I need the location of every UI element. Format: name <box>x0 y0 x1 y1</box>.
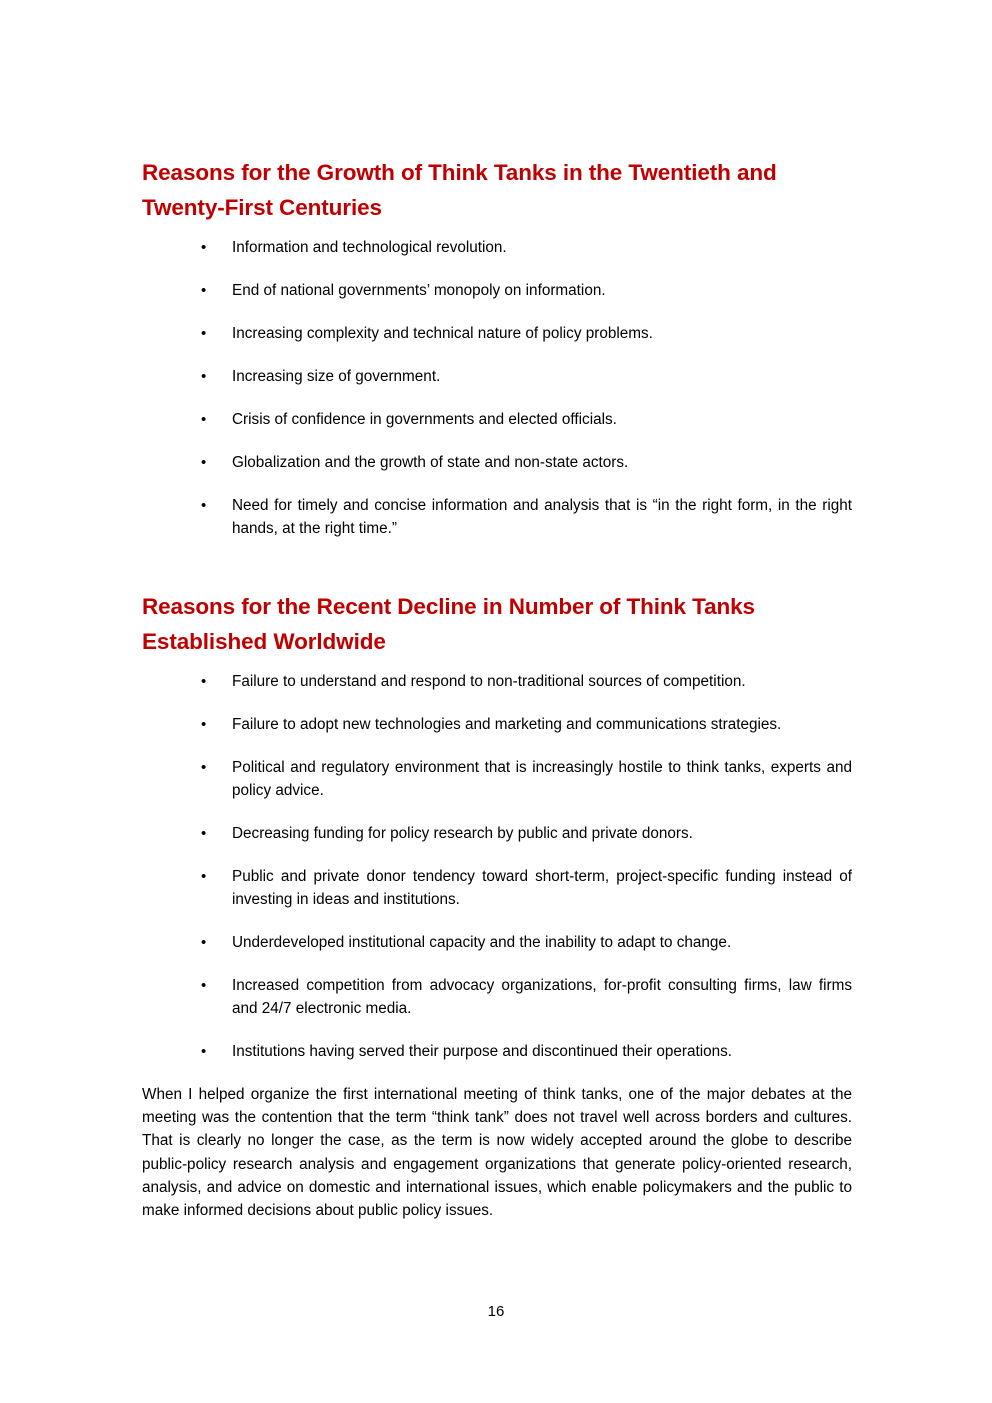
list-item-text: Failure to adopt new technologies and marketing and communications strategies. <box>232 716 782 733</box>
list-item <box>142 451 852 474</box>
list-item-text: Institutions having served their purpose and discontinued their operations. <box>232 1043 733 1060</box>
list-item-text: Need for timely and concise information and analysis that is “in the right form, in the right hands, at the right time.” <box>232 497 852 537</box>
bullet-icon: • <box>201 673 207 690</box>
bullet-icon: • <box>201 454 207 471</box>
list-item-text: Information and technological revolution. <box>232 239 507 256</box>
list-item-text: Decreasing funding for policy research by public and private donors. <box>232 825 693 842</box>
list-item <box>142 494 852 540</box>
list-item <box>142 713 852 736</box>
closing-paragraph: When I helped organize the first international meeting of think tanks, one of the major debates at the meeting was the contention that the term “think tank” does not travel well across borders and cultures. That is clearly no longer the case, as the term is now widely accepted around the globe to describe public-policy research analysis and engagement organizations that generate policy-oriented research, analysis, and advice on domestic and international issues, which enable policymakers and the public to make informed decisions about public policy issues. <box>142 1086 852 1220</box>
bullet-icon: • <box>201 282 207 299</box>
heading-growth: Reasons for the Growth of Think Tanks in the Twentieth and Twenty-First Centuries <box>142 160 777 220</box>
bullet-icon: • <box>201 325 207 342</box>
list-item <box>142 279 852 302</box>
list-growth-reasons <box>142 236 852 540</box>
bullet-icon: • <box>201 716 207 733</box>
bullet-icon: • <box>201 239 207 256</box>
list-item-text: Failure to understand and respond to non-traditional sources of competition. <box>232 673 746 690</box>
list-item <box>142 408 852 431</box>
list-item-text: End of national governments’ monopoly on information. <box>232 282 606 299</box>
list-item-text: Crisis of confidence in governments and elected officials. <box>232 411 617 428</box>
list-item <box>142 756 852 802</box>
bullet-icon: • <box>201 411 207 428</box>
list-item <box>142 365 852 388</box>
list-item-text: Underdeveloped institutional capacity and the inability to adapt to change. <box>232 934 732 951</box>
list-decline-reasons <box>142 670 852 1063</box>
bullet-icon: • <box>201 825 207 842</box>
page-number: 16 <box>487 1303 505 1320</box>
list-item-text: Increased competition from advocacy organizations, for-profit consulting firms, law firms and 24/7 electronic media. <box>232 977 852 1017</box>
list-item-text: Globalization and the growth of state and non-state actors. <box>232 454 629 471</box>
bullet-icon: • <box>201 934 207 951</box>
list-item <box>142 865 852 911</box>
bullet-icon: • <box>201 1043 207 1060</box>
document-page <box>142 155 852 1222</box>
list-item <box>142 1040 852 1063</box>
list-item-text: Political and regulatory environment that is increasingly hostile to think tanks, experts and policy advice. <box>232 759 852 799</box>
list-item-text: Public and private donor tendency toward short-term, project-specific funding instead of investing in ideas and institutions. <box>232 868 852 908</box>
list-item <box>142 931 852 954</box>
bullet-icon: • <box>201 497 207 514</box>
bullet-icon: • <box>201 759 207 776</box>
list-item <box>142 974 852 1020</box>
list-item-text: Increasing size of government. <box>232 368 441 385</box>
list-item-text: Increasing complexity and technical nature of policy problems. <box>232 325 653 342</box>
list-item <box>142 670 852 693</box>
list-item <box>142 236 852 259</box>
bullet-icon: • <box>201 977 207 994</box>
list-item <box>142 322 852 345</box>
heading-decline: Reasons for the Recent Decline in Number of Think Tanks Established Worldwide <box>142 594 755 654</box>
bullet-icon: • <box>201 368 207 385</box>
list-item <box>142 822 852 845</box>
bullet-icon: • <box>201 868 207 885</box>
